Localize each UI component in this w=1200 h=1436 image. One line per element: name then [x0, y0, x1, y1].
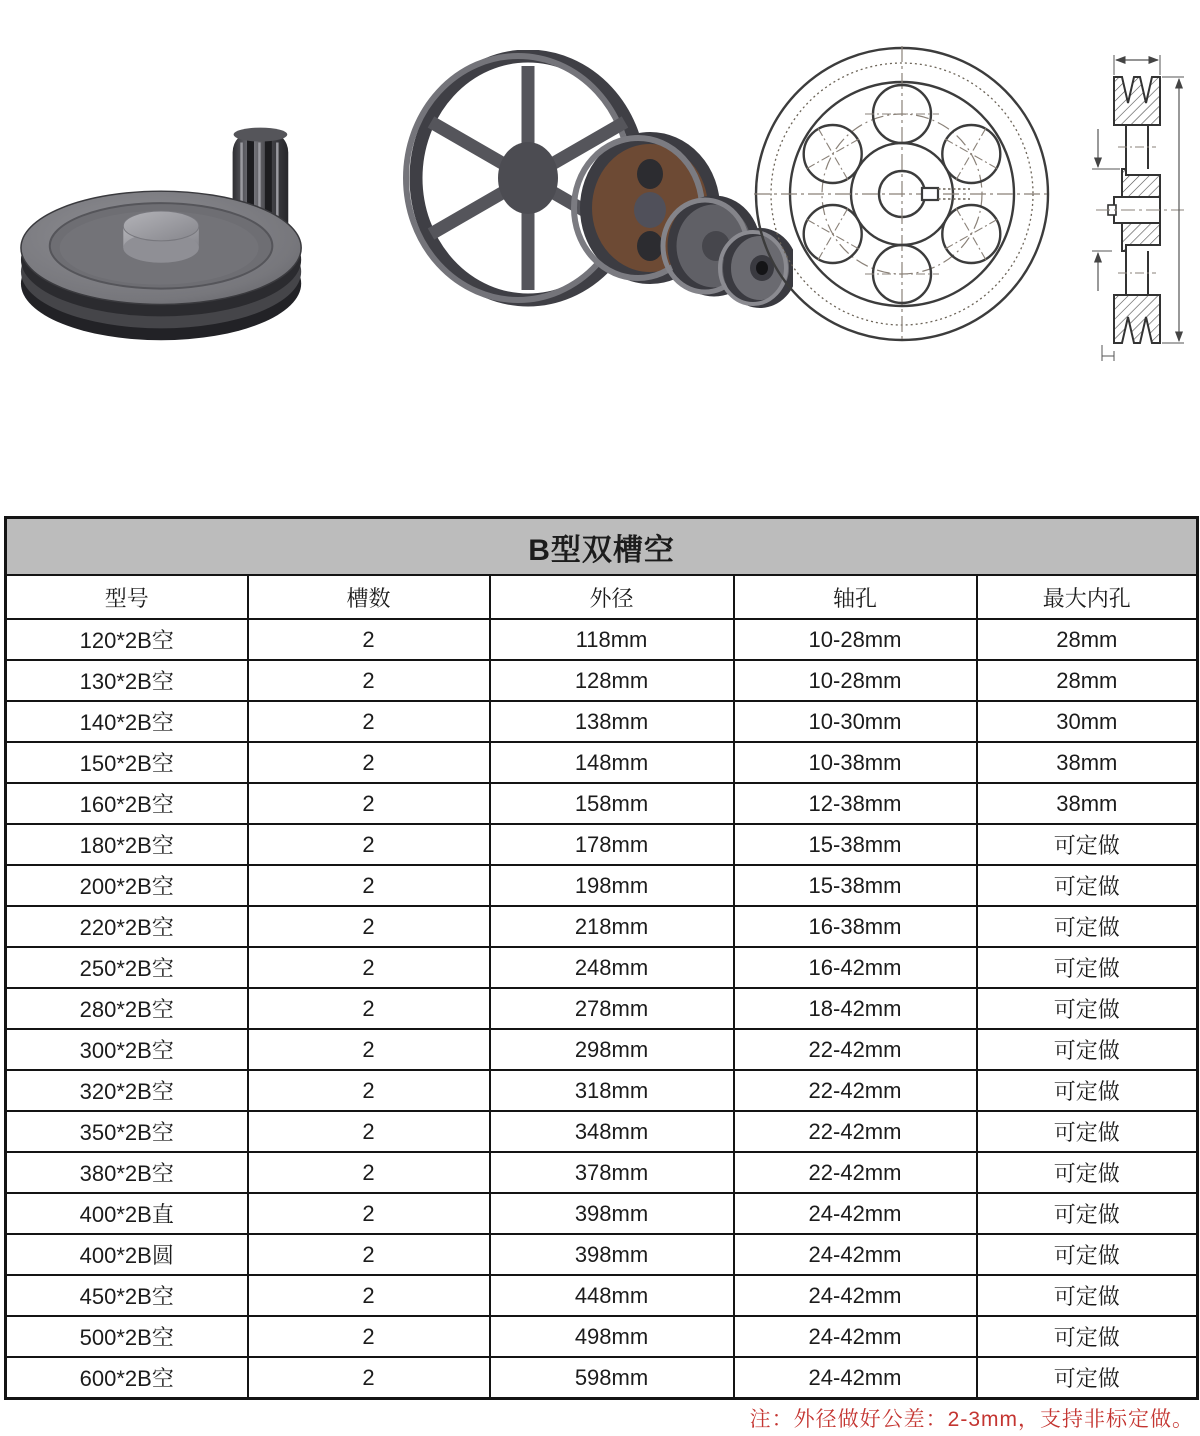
table-row	[6, 1029, 1198, 1070]
cell-outer-diameter: 158mm	[490, 783, 734, 824]
cell-model: 280*2B空	[6, 988, 248, 1029]
cell-shaft-hole: 16-42mm	[734, 947, 977, 988]
cell-max-bore: 可定做	[977, 824, 1198, 865]
table-row	[6, 1193, 1198, 1234]
product-gallery	[0, 0, 1200, 512]
cell-max-bore: 28mm	[977, 619, 1198, 660]
table-row	[6, 619, 1198, 660]
cell-outer-diameter: 198mm	[490, 865, 734, 906]
cell-model: 450*2B空	[6, 1275, 248, 1316]
cell-outer-diameter: 378mm	[490, 1152, 734, 1193]
table-row	[6, 988, 1198, 1029]
cell-model: 300*2B空	[6, 1029, 248, 1070]
cell-outer-diameter: 178mm	[490, 824, 734, 865]
cell-outer-diameter: 248mm	[490, 947, 734, 988]
cell-outer-diameter: 498mm	[490, 1316, 734, 1357]
cell-shaft-hole: 10-28mm	[734, 660, 977, 701]
cell-outer-diameter: 118mm	[490, 619, 734, 660]
cell-shaft-hole: 22-42mm	[734, 1152, 977, 1193]
cell-groove-count: 2	[248, 1111, 490, 1152]
table-row	[6, 1111, 1198, 1152]
table-row	[6, 1234, 1198, 1275]
cell-model: 150*2B空	[6, 742, 248, 783]
cell-model: 250*2B空	[6, 947, 248, 988]
cell-outer-diameter: 348mm	[490, 1111, 734, 1152]
cell-outer-diameter: 218mm	[490, 906, 734, 947]
cell-outer-diameter: 448mm	[490, 1275, 734, 1316]
cell-outer-diameter: 398mm	[490, 1234, 734, 1275]
cell-groove-count: 2	[248, 701, 490, 742]
cell-max-bore: 可定做	[977, 1193, 1198, 1234]
table-row	[6, 1070, 1198, 1111]
cell-groove-count: 2	[248, 906, 490, 947]
table-title-row	[6, 518, 1198, 576]
table-row	[6, 1152, 1198, 1193]
cell-shaft-hole: 12-38mm	[734, 783, 977, 824]
pulley-photo-flat-and-standing-image	[12, 98, 330, 343]
cell-shaft-hole: 22-42mm	[734, 1070, 977, 1111]
cell-model: 400*2B直	[6, 1193, 248, 1234]
cell-groove-count: 2	[248, 988, 490, 1029]
cell-max-bore: 38mm	[977, 783, 1198, 824]
cell-groove-count: 2	[248, 1357, 490, 1399]
cell-groove-count: 2	[248, 619, 490, 660]
cell-groove-count: 2	[248, 1070, 490, 1111]
cell-model: 160*2B空	[6, 783, 248, 824]
cell-outer-diameter: 298mm	[490, 1029, 734, 1070]
table-row	[6, 701, 1198, 742]
cell-shaft-hole: 22-42mm	[734, 1111, 977, 1152]
cell-groove-count: 2	[248, 1316, 490, 1357]
cell-groove-count: 2	[248, 824, 490, 865]
cell-groove-count: 2	[248, 742, 490, 783]
cell-groove-count: 2	[248, 1152, 490, 1193]
cell-groove-count: 2	[248, 1234, 490, 1275]
cell-model: 140*2B空	[6, 701, 248, 742]
cell-shaft-hole: 24-42mm	[734, 1316, 977, 1357]
table-row	[6, 1275, 1198, 1316]
cell-outer-diameter: 398mm	[490, 1193, 734, 1234]
cell-shaft-hole: 24-42mm	[734, 1357, 977, 1399]
cell-max-bore: 28mm	[977, 660, 1198, 701]
table-row	[6, 1316, 1198, 1357]
cell-max-bore: 可定做	[977, 1070, 1198, 1111]
column-header-max-bore: 最大内孔	[977, 575, 1198, 619]
cell-max-bore: 可定做	[977, 1234, 1198, 1275]
cell-max-bore: 38mm	[977, 742, 1198, 783]
table-row	[6, 742, 1198, 783]
cell-max-bore: 可定做	[977, 1152, 1198, 1193]
table-row	[6, 865, 1198, 906]
cell-model: 180*2B空	[6, 824, 248, 865]
cell-shaft-hole: 10-28mm	[734, 619, 977, 660]
table-row	[6, 1357, 1198, 1399]
column-header-shaft-hole: 轴孔	[734, 575, 977, 619]
cell-outer-diameter: 138mm	[490, 701, 734, 742]
pulley-front-view-drawing-image	[752, 28, 1052, 358]
cell-groove-count: 2	[248, 1193, 490, 1234]
cell-model: 350*2B空	[6, 1111, 248, 1152]
table-title: B型双槽空	[6, 518, 1198, 576]
cell-outer-diameter: 598mm	[490, 1357, 734, 1399]
cell-model: 400*2B圆	[6, 1234, 248, 1275]
cell-model: 380*2B空	[6, 1152, 248, 1193]
cell-shaft-hole: 10-30mm	[734, 701, 977, 742]
cell-shaft-hole: 24-42mm	[734, 1234, 977, 1275]
cell-shaft-hole: 10-38mm	[734, 742, 977, 783]
cell-model: 200*2B空	[6, 865, 248, 906]
tolerance-note: 注：外径做好公差：2-3mm，支持非标定做。	[749, 1408, 1194, 1431]
cell-outer-diameter: 278mm	[490, 988, 734, 1029]
column-header-model: 型号	[6, 575, 248, 619]
cell-max-bore: 可定做	[977, 1357, 1198, 1399]
cell-shaft-hole: 18-42mm	[734, 988, 977, 1029]
cell-shaft-hole: 15-38mm	[734, 824, 977, 865]
cell-model: 500*2B空	[6, 1316, 248, 1357]
cell-max-bore: 可定做	[977, 1275, 1198, 1316]
cell-max-bore: 可定做	[977, 1029, 1198, 1070]
cell-groove-count: 2	[248, 783, 490, 824]
cell-shaft-hole: 22-42mm	[734, 1029, 977, 1070]
cell-groove-count: 2	[248, 660, 490, 701]
table-row	[6, 947, 1198, 988]
cell-max-bore: 可定做	[977, 988, 1198, 1029]
cell-outer-diameter: 128mm	[490, 660, 734, 701]
table-row	[6, 906, 1198, 947]
cell-shaft-hole: 24-42mm	[734, 1193, 977, 1234]
cell-shaft-hole: 15-38mm	[734, 865, 977, 906]
table-row	[6, 660, 1198, 701]
cell-groove-count: 2	[248, 947, 490, 988]
cell-shaft-hole: 24-42mm	[734, 1275, 977, 1316]
table-header-row	[6, 575, 1198, 619]
cell-model: 120*2B空	[6, 619, 248, 660]
cell-model: 600*2B空	[6, 1357, 248, 1399]
pulley-photo-size-range-image	[398, 50, 793, 330]
cell-outer-diameter: 318mm	[490, 1070, 734, 1111]
cell-groove-count: 2	[248, 1275, 490, 1316]
pulley-section-side-view-drawing	[1052, 25, 1192, 365]
cell-shaft-hole: 16-38mm	[734, 906, 977, 947]
cell-groove-count: 2	[248, 865, 490, 906]
cell-max-bore: 可定做	[977, 1316, 1198, 1357]
cell-groove-count: 2	[248, 1029, 490, 1070]
cell-max-bore: 30mm	[977, 701, 1198, 742]
column-header-groove-count: 槽数	[248, 575, 490, 619]
cell-max-bore: 可定做	[977, 947, 1198, 988]
pulley-photo-flat-and-standing	[12, 98, 330, 343]
pulley-photo-size-range	[398, 50, 793, 330]
table-row	[6, 824, 1198, 865]
cell-model: 320*2B空	[6, 1070, 248, 1111]
cell-max-bore: 可定做	[977, 906, 1198, 947]
column-header-outer-diameter: 外径	[490, 575, 734, 619]
cell-model: 130*2B空	[6, 660, 248, 701]
cell-outer-diameter: 148mm	[490, 742, 734, 783]
pulley-section-side-view-drawing-image	[1052, 25, 1192, 365]
spec-table	[4, 516, 1199, 1400]
cell-max-bore: 可定做	[977, 865, 1198, 906]
table-row	[6, 783, 1198, 824]
cell-model: 220*2B空	[6, 906, 248, 947]
pulley-front-view-drawing	[752, 28, 1052, 358]
cell-max-bore: 可定做	[977, 1111, 1198, 1152]
